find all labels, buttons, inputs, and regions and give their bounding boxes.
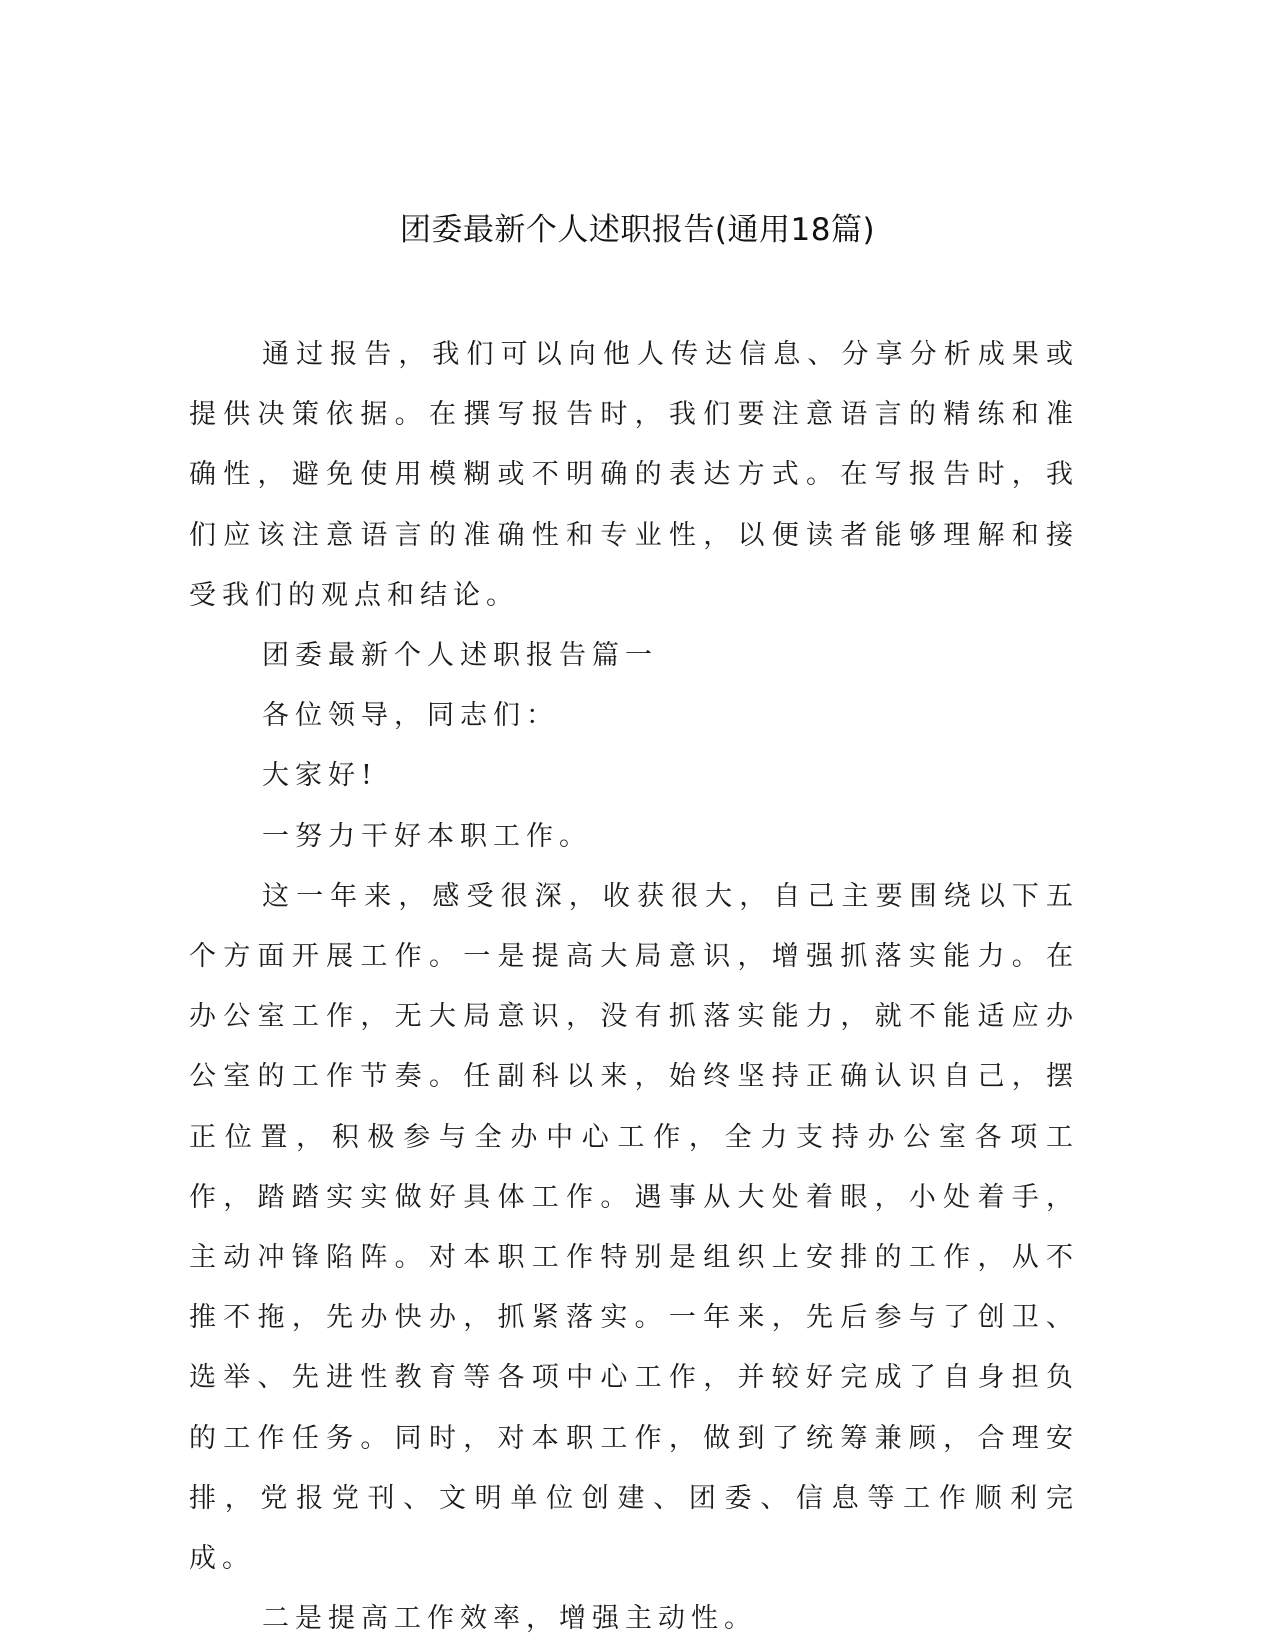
document-title: 团委最新个人述职报告(通用18篇) bbox=[399, 212, 876, 248]
intro-paragraph: 通过报告，我们可以向他人传达信息、分享分析成果或提供决策依据。在撰写报告时，我们要注意语言的精练和准确性，避免使用模糊或不明确的表达方式。在写报告时，我们应该注意语言的准确性和专业性，以便读者能够理解和接受我们的观点和结论。 bbox=[189, 339, 1079, 611]
section-heading: 团委最新个人述职报告篇一 bbox=[262, 640, 658, 672]
body-paragraph-last: 二是提高工作效率，增强主动性。 bbox=[262, 1603, 757, 1635]
body-paragraph: 这一年来，感受很深，收获很大，自己主要围绕以下五个方面开展工作。一是提高大局意识，增强抓落实能力。在办公室工作，无大局意识，没有抓落实能力，就不能适应办公室的工作节奏。任副科以来，始终坚持正确认识自己，摆正位置，积极参与全办中心工作，全力支持办公室各项工作，踏踏实实做好具体工作。遇事从大处着眼，小处着手，主动冲锋陷阵。对本职工作特别是组织上安排的工作，从不推不拖，先办快办，抓紧落实。一年来，先后参与了创卫、选举、先进性教育等各项中心工作，并较好完成了自身担负的工作任务。同时，对本职工作，做到了统筹兼顾，合理安排，党报党刊、文明单位创建、团委、信息等工作顺利完成。 bbox=[189, 880, 1079, 1575]
document-body bbox=[189, 325, 1079, 1649]
salutation: 各位领导，同志们： bbox=[262, 700, 559, 732]
subheading: 一努力干好本职工作。 bbox=[262, 820, 592, 852]
greeting: 大家好! bbox=[262, 760, 378, 792]
